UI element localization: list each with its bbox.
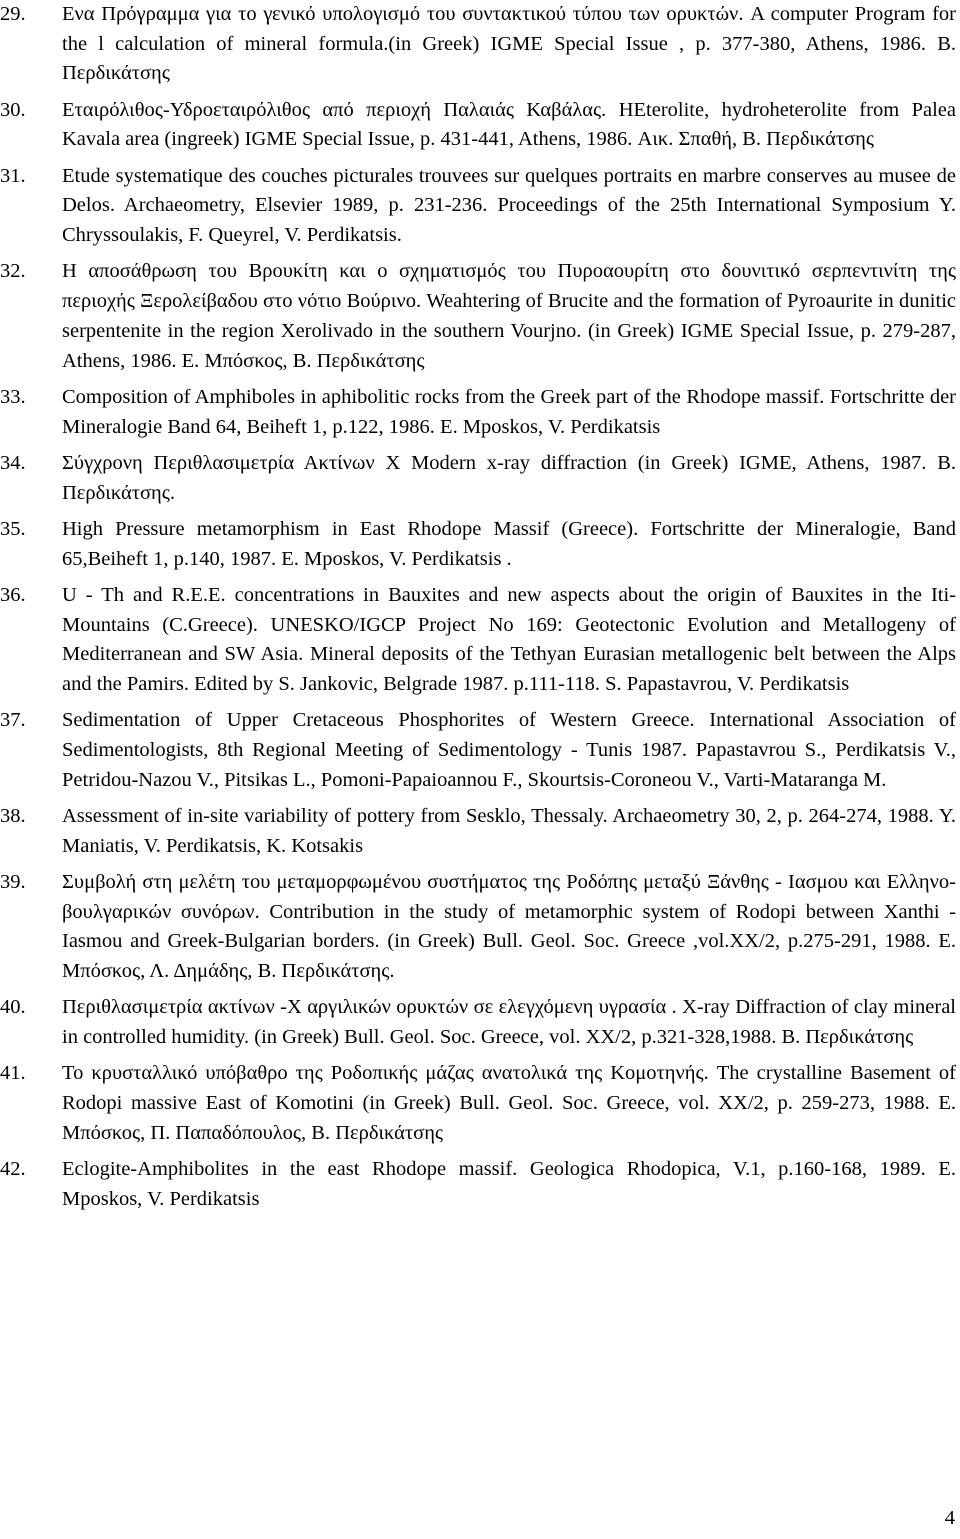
reference-number: 34. [0,451,26,474]
reference-number: 36. [0,583,26,606]
reference-item [0,802,960,861]
reference-item [0,383,960,442]
reference-text: Ενα Πρόγραμμα για το γενικό υπολογισμό του συντακτικού τύπου των ορυκτών. A computer Program for the l calculation of mineral formula.(in Greek) IGME Special Issue , p. 377-380, Athens, 1986. Β. Περδικάτσης [62,3,956,85]
reference-number: 40. [0,996,26,1019]
reference-item [0,449,960,508]
reference-number: 32. [0,260,26,283]
reference-number: 35. [0,517,26,540]
reference-item [0,581,960,700]
reference-text: Composition of Amphiboles in aphibolitic rocks from the Greek part of the Rhodope massif. Fortschritte der Mineralogie Band 64, Beiheft 1, p.122, 1986. E. Mposkos, V. Perdikatsis [62,385,956,438]
reference-number: 31. [0,164,26,187]
reference-number: 33. [0,385,26,408]
reference-text: Σύγχρονη Περιθλασιμετρία Ακτίνων Χ Modern x-ray diffraction (in Greek) IGME, Athens, 1987. Β. Περδικάτσης. [62,451,956,504]
reference-number: 37. [0,709,26,732]
reference-item [0,96,960,155]
reference-item [0,515,960,574]
reference-item [0,706,960,795]
reference-item [0,257,960,376]
reference-number: 41. [0,1062,26,1085]
reference-item [0,1059,960,1148]
reference-number: 30. [0,98,26,121]
reference-text: Sedimentation of Upper Cretaceous Phosphorites of Western Greece. International Association of Sedimentologists, 8th Regional Meeting of Sedimentology - Tunis 1987. Papastavrou S., Perdikatsis V., Petridou-Nazou V., Pitsikas L., Pomoni-Papaioannou F., Skourtsis-Coroneou V., Varti-Mataranga M. [62,709,956,791]
reference-text: Συμβολή στη μελέτη του μεταμορφωμένου συστήματος της Ροδόπης μεταξύ Ξάνθης - Ιασμου και Ελληνο-βουλγαρικών συνόρων. Contribution in the study of metamorphic system of Rodopi between Xanthi - Iasmou and Greek-Bulgarian borders. (in Greek) Bull. Geol. Soc. Greece ,vol.XX/2, p.275-291, 1988. Ε. Μπόσκος, Λ. Δημάδης, Β. Περδικάτσης. [62,870,956,983]
reference-text: Assessment of in-site variability of pottery from Sesklo, Thessaly. Archaeometry 30, 2, p. 264-274, 1988. Y. Maniatis, V. Perdikatsis, K. Kotsakis [62,804,956,857]
reference-text: Etude systematique des couches picturales trouvees sur quelques portraits en marbre conserves au musee de Delos. Archaeometry, Elsevier 1989, p. 231-236. Proceedings of the 25th International Symposium Y. Chryssoulakis, F. Queyrel, V. Perdikatsis. [62,164,956,247]
reference-number: 38. [0,804,26,827]
reference-item [0,1155,960,1214]
reference-text: High Pressure metamorphism in East Rhodope Massif (Greece). Fortschritte der Mineralogie, Band 65,Beiheft 1, p.140, 1987. E. Mposkos, V. Perdikatsis . [62,517,956,570]
reference-text: Το κρυσταλλικό υπόβαθρο της Ροδοπικής μάζας ανατολικά της Κομοτηνής. The crystalline Basement of Rodopi massive East of Komotini (in Greek) Bull. Geol. Soc. Greece, vol. XX/2, p. 259-273, 1988. Ε. Μπόσκος, Π. Παπαδόπουλος, Β. Περδικάτσης [62,1062,956,1144]
reference-text: Περιθλασιμετρία ακτίνων -Χ αργιλικών ορυκτών σε ελεγχόμενη υγρασία . X-ray Diffraction of clay mineral in controlled humidity. (in Greek) Bull. Geol. Soc. Greece, vol. XX/2, p.321-328,1988. Β. Περδικάτσης [62,996,956,1049]
reference-item [0,162,960,251]
reference-text: Εταιρόλιθος-Υδροεταιρόλιθος από περιοχή Παλαιάς Καβάλας. HEterolite, hydroheterolite from Palea Kavala area (ingreek) IGME Special Issue, p. 431-441, Athens, 1986. Αικ. Σπαθή, Β. Περδικάτσης [62,98,956,151]
reference-item [0,0,960,89]
page-number: 4 [944,1507,955,1529]
reference-number: 42. [0,1158,26,1181]
reference-number: 39. [0,870,26,893]
reference-number: 29. [0,3,26,25]
reference-text: Eclogite-Amphibolites in the east Rhodope massif. Geologica Rhodopica, V.1, p.160-168, 1989. E. Mposkos, V. Perdikatsis [62,1158,956,1210]
reference-text: Η αποσάθρωση του Βρουκίτη και ο σχηματισμός του Πυροαουρίτη στο δουνιτικό σερπεντινίτη της περιοχής Ξερολείβαδου στο νότιο Βούρινο. Weahtering of Brucite and the formation of Pyroaurite in dunitic serpentenite in the region Xerolivado in the southern Vourjno. (in Greek) IGME Special Issue, p. 279-287, Athens, 1986. Ε. Μπόσκος, Β. Περδικάτσης [62,260,956,372]
reference-item [0,993,960,1052]
reference-item [0,868,960,987]
reference-text: U - Th and R.E.E. concentrations in Bauxites and new aspects about the origin of Bauxites in the Iti-Mountains (C.Greece). UNESKO/IGCP Project No 169: Geotectonic Evolution and Metallogeny of Mediterranean and SW Asia. Mineral deposits of the Tethyan Eurasian metallogenic belt between the Alps and the Pamirs. Edited by S. Jankovic, Belgrade 1987. p.111-118. S. Papastavrou, V. Perdikatsis [62,583,956,695]
